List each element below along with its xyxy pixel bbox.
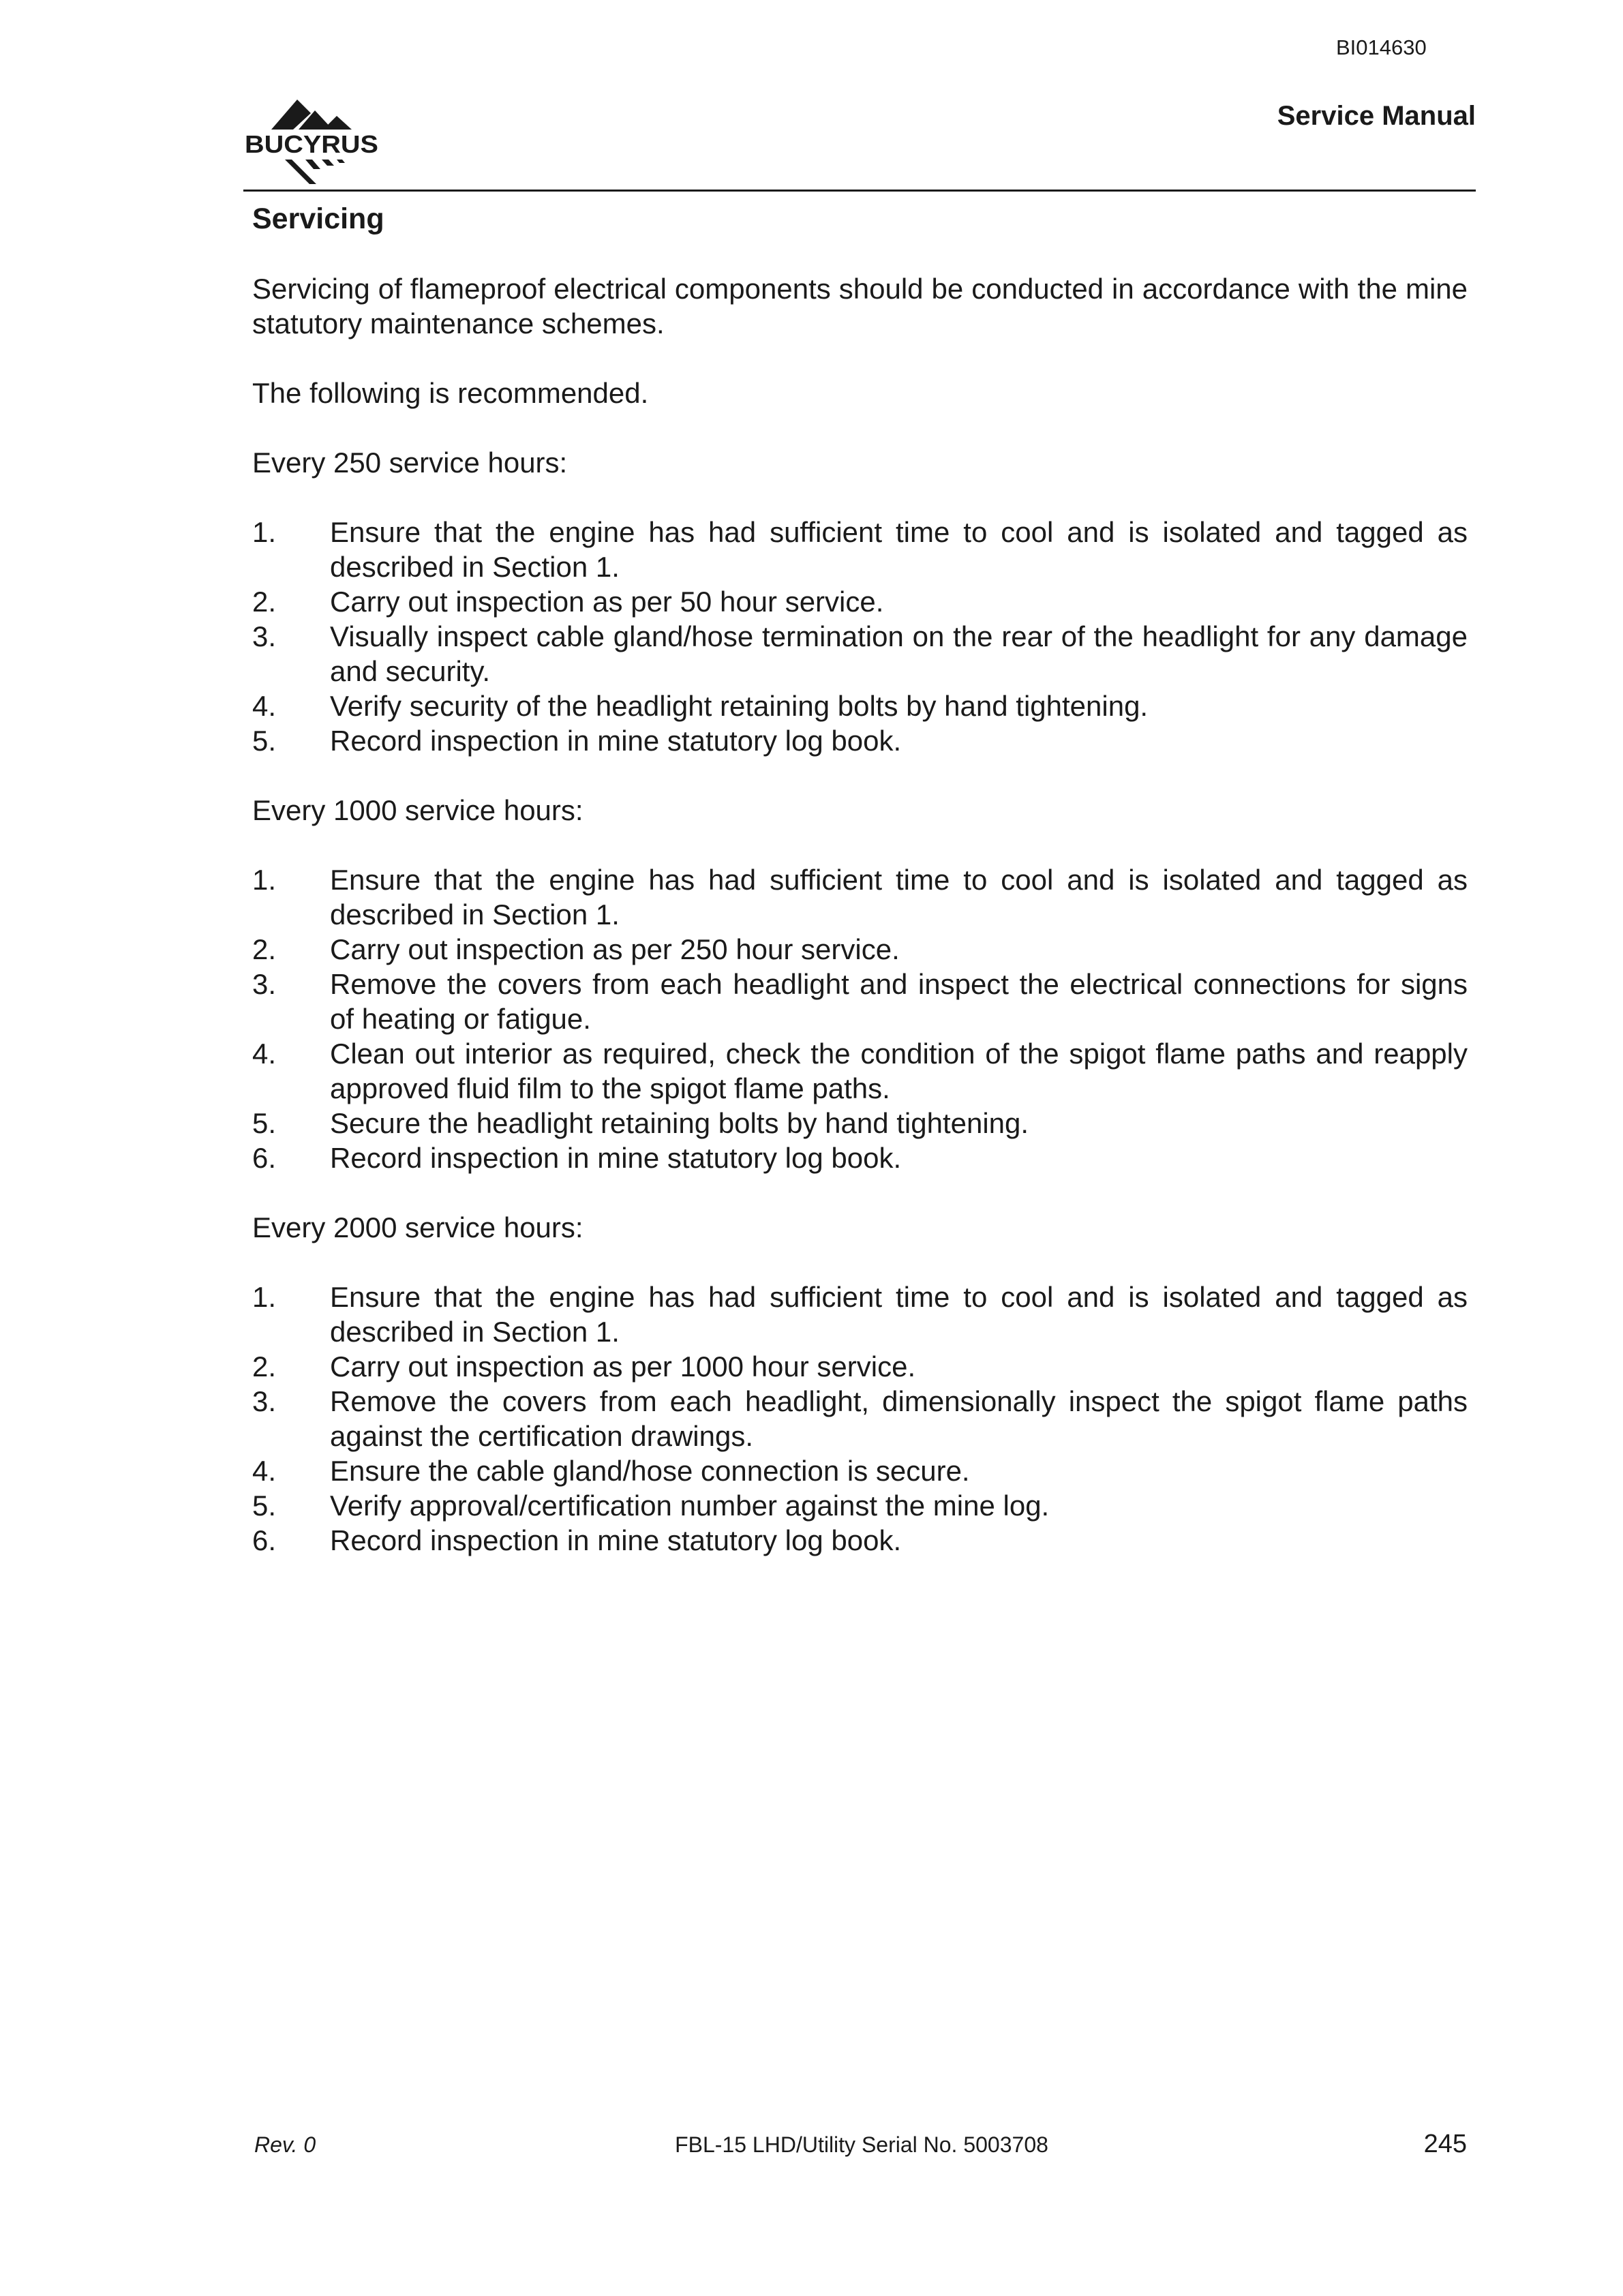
step-number: 2. bbox=[252, 586, 277, 618]
step-text: Secure the headlight retaining bolts by hand tightening. bbox=[330, 1107, 1029, 1139]
intro-paragraph: Servicing of flameproof electrical components should be conducted in accordance with the mine statutory maintenance schemes. bbox=[252, 273, 1468, 339]
step-text: Ensure that the engine has had sufficient time to cool and is isolated and tagged as described in Section 1. bbox=[330, 864, 1468, 931]
schedule-step bbox=[252, 1453, 1468, 1488]
header-divider bbox=[243, 190, 1476, 192]
service-schedules bbox=[252, 445, 1468, 1558]
footer-revision: Rev. 0 bbox=[254, 2132, 316, 2157]
step-number: 5. bbox=[252, 725, 277, 757]
logo-peak-far-right bbox=[323, 116, 352, 130]
schedule-step bbox=[252, 723, 1468, 758]
step-number: 5. bbox=[252, 1107, 277, 1139]
schedule-step bbox=[252, 1036, 1468, 1106]
main-content bbox=[252, 202, 1468, 1592]
logo-chevron-3 bbox=[322, 160, 334, 166]
schedule-heading: Every 250 service hours: bbox=[252, 447, 568, 479]
step-number: 3. bbox=[252, 1385, 277, 1417]
page-number: 245 bbox=[1423, 2130, 1467, 2158]
step-text: Visually inspect cable gland/hose termination on the rear of the headlight for any damage and security. bbox=[330, 620, 1468, 687]
schedule-step bbox=[252, 932, 1468, 967]
schedule-step bbox=[252, 584, 1468, 619]
step-text: Verify approval/certification number against the mine log. bbox=[330, 1490, 1050, 1522]
step-number: 4. bbox=[252, 690, 277, 722]
schedule-heading: Every 1000 service hours: bbox=[252, 794, 583, 826]
step-text: Verify security of the headlight retaining bolts by hand tightening. bbox=[330, 690, 1149, 722]
schedule-step bbox=[252, 1349, 1468, 1384]
step-text: Remove the covers from each headlight and inspect the electrical connections for signs of heating or fatigue. bbox=[330, 968, 1468, 1035]
step-number: 2. bbox=[252, 933, 277, 965]
step-text: Ensure that the engine has had sufficient time to cool and is isolated and tagged as described in Section 1. bbox=[330, 516, 1468, 583]
document-id: BI014630 bbox=[1336, 35, 1427, 59]
step-number: 4. bbox=[252, 1038, 277, 1070]
step-number: 1. bbox=[252, 1281, 277, 1313]
schedule-step bbox=[252, 1488, 1468, 1523]
schedule-step bbox=[252, 967, 1468, 1036]
logo-chevron-4 bbox=[337, 160, 345, 163]
step-text: Record inspection in mine statutory log book. bbox=[330, 725, 902, 757]
step-text: Record inspection in mine statutory log book. bbox=[330, 1142, 902, 1174]
schedule-step-list bbox=[252, 862, 1468, 1175]
logo-chevron-2 bbox=[305, 160, 320, 169]
manual-title: Service Manual bbox=[1277, 101, 1476, 131]
schedule-step bbox=[252, 1141, 1468, 1175]
step-text: Carry out inspection as per 50 hour service. bbox=[330, 586, 884, 618]
step-number: 5. bbox=[252, 1490, 277, 1522]
step-text: Ensure that the engine has had sufficient time to cool and is isolated and tagged as described in Section 1. bbox=[330, 1281, 1468, 1348]
step-text: Ensure the cable gland/hose connection is secure. bbox=[330, 1455, 970, 1487]
step-number: 1. bbox=[252, 864, 277, 896]
logo-wordmark: BUCYRUS bbox=[245, 130, 378, 158]
schedule-step bbox=[252, 515, 1468, 584]
step-number: 1. bbox=[252, 516, 277, 548]
schedule-step bbox=[252, 862, 1468, 932]
footer-serial-number: FBL-15 LHD/Utility Serial No. 5003708 bbox=[675, 2132, 1048, 2157]
schedule-step bbox=[252, 1384, 1468, 1453]
step-text: Carry out inspection as per 1000 hour service. bbox=[330, 1350, 916, 1383]
step-text: Carry out inspection as per 250 hour service. bbox=[330, 933, 900, 965]
step-number: 3. bbox=[252, 620, 277, 652]
bucyrus-logo bbox=[240, 97, 383, 187]
schedule-step bbox=[252, 1280, 1468, 1349]
step-number: 6. bbox=[252, 1142, 277, 1174]
step-text: Record inspection in mine statutory log book. bbox=[330, 1524, 902, 1556]
section-title: Servicing bbox=[252, 202, 384, 235]
schedule-step-list bbox=[252, 515, 1468, 758]
step-text: Remove the covers from each headlight, dimensionally inspect the spigot flame paths against the certification drawings. bbox=[330, 1385, 1468, 1452]
step-number: 6. bbox=[252, 1524, 277, 1556]
step-number: 2. bbox=[252, 1350, 277, 1383]
schedule-step bbox=[252, 619, 1468, 689]
step-text: Clean out interior as required, check the condition of the spigot flame paths and reapply approved fluid film to the spigot flame paths. bbox=[330, 1038, 1468, 1104]
schedule-step bbox=[252, 1106, 1468, 1141]
schedule-step bbox=[252, 1523, 1468, 1558]
recommendation-paragraph: The following is recommended. bbox=[252, 377, 649, 409]
schedule-step bbox=[252, 689, 1468, 723]
step-number: 4. bbox=[252, 1455, 277, 1487]
schedule-heading: Every 2000 service hours: bbox=[252, 1211, 583, 1243]
schedule-step-list bbox=[252, 1280, 1468, 1558]
step-number: 3. bbox=[252, 968, 277, 1000]
